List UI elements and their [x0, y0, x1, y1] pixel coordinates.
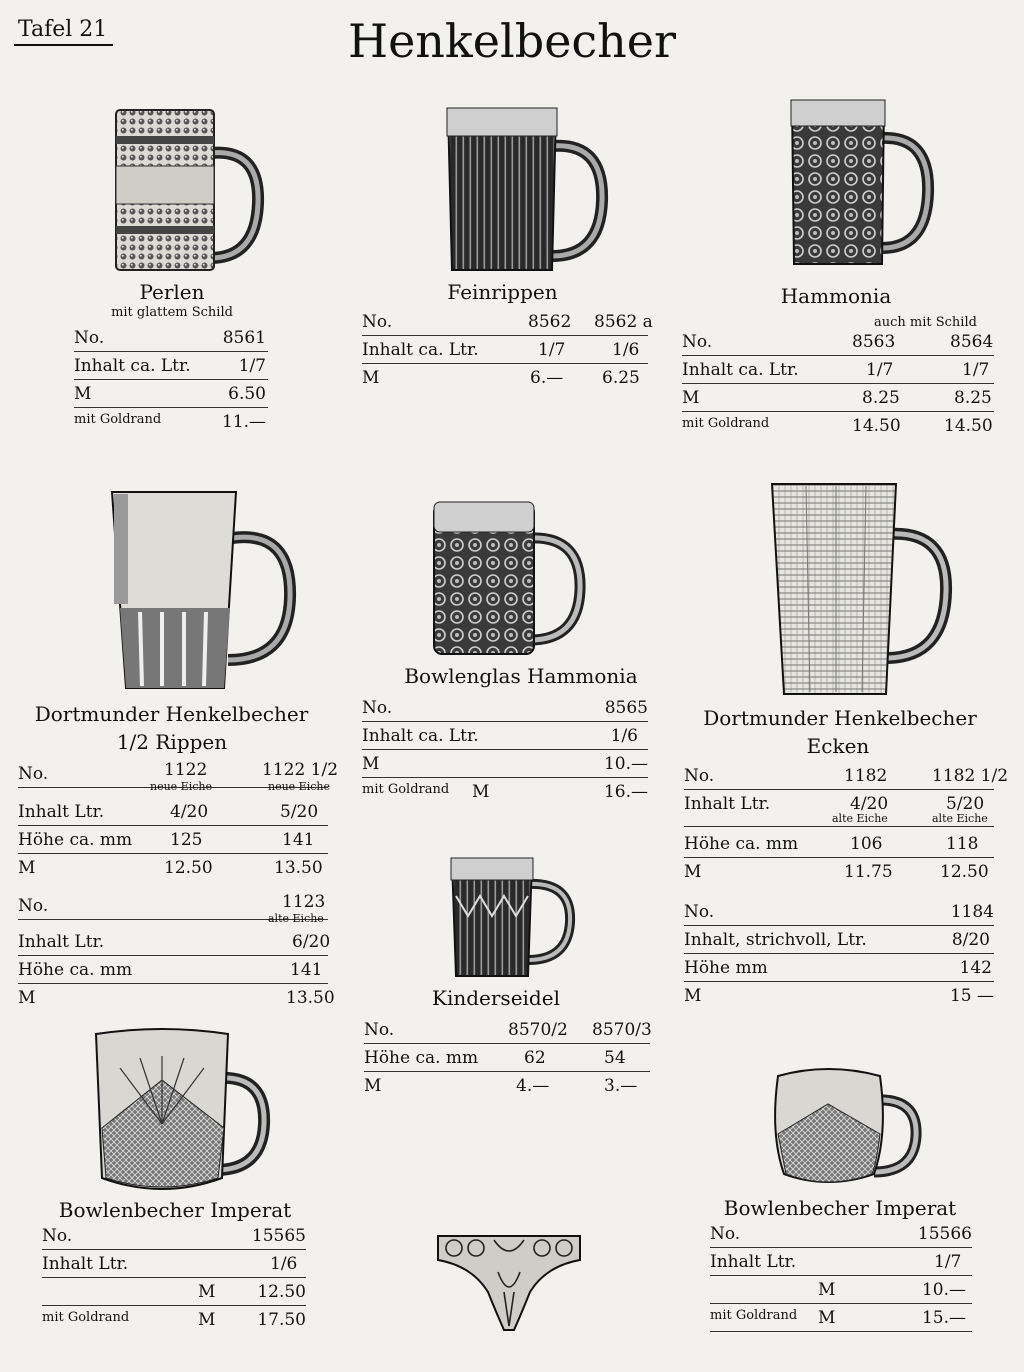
mug-illustration	[788, 98, 938, 270]
table-row: No. 8565	[362, 694, 648, 722]
table-row: Inhalt Ltr. 4/20 5/20 alte Eiche alte Eiche	[684, 790, 994, 827]
product-subtitle: mit glattem Schild	[111, 305, 233, 320]
mug-illustration	[448, 856, 578, 980]
table-row: M 10.—	[362, 750, 648, 778]
table-row: No. 8563 8564	[682, 328, 994, 356]
table-row: M 4.— 3.—	[364, 1076, 638, 1096]
table-row: No. 1184	[684, 898, 994, 926]
ornament-icon	[434, 1232, 584, 1334]
product-name: Bowlenbecher Imperat	[58, 1198, 292, 1222]
product-name: Bowlenglas Hammonia	[404, 664, 638, 688]
mug-illustration	[770, 482, 960, 698]
table-row: M 6.— 6.25	[362, 368, 640, 388]
table-row: Inhalt ca. Ltr. 1/6	[362, 722, 648, 750]
table-row: No. 15566	[710, 1220, 972, 1248]
table-row: Höhe ca. mm 141	[18, 956, 328, 984]
mug-illustration	[430, 500, 590, 662]
table-row: No. 15565	[42, 1222, 306, 1250]
table-row: Inhalt ca. Ltr. 1/7 1/7	[682, 356, 994, 384]
product-name: Kinderseidel	[432, 986, 560, 1010]
product-name: Hammonia	[780, 284, 892, 308]
table-row: No. 8562 8562 a	[362, 308, 648, 336]
table-row: M 11.75 12.50	[684, 862, 989, 882]
mug-illustration	[90, 1028, 270, 1198]
table-row: M 10.—	[710, 1276, 972, 1304]
product-name: Feinrippen	[447, 280, 558, 304]
mug-illustration	[110, 490, 300, 692]
table-row: M 13.50	[18, 988, 335, 1008]
product-name: Dortmunder Henkelbecher	[34, 702, 309, 726]
table-row: mit Goldrand M 17.50	[42, 1310, 306, 1330]
product-note: auch mit Schild	[874, 315, 977, 330]
product-name: Bowlenbecher Imperat	[723, 1196, 957, 1220]
table-row: Höhe mm 142	[684, 954, 994, 982]
page-title: Henkelbecher	[347, 14, 677, 68]
table-row: Höhe ca. mm 106 118	[684, 830, 994, 858]
product-subtitle: Ecken	[806, 734, 870, 758]
table-row: Inhalt ca. Ltr. 1/7	[74, 352, 268, 380]
table-row: M 12.50	[42, 1278, 306, 1306]
table-row: mit Goldrand 14.50 14.50	[682, 416, 993, 436]
table-row: M 8.25 8.25	[682, 384, 994, 412]
table-row: Inhalt Ltr. 4/20 5/20	[18, 798, 328, 826]
table-row: Inhalt ca. Ltr. 1/7 1/6	[362, 336, 648, 364]
plate-number: Tafel 21	[14, 16, 113, 46]
table-row: No. 1123 alte Eiche	[18, 892, 328, 920]
table-row: Inhalt, strichvoll, Ltr. 8/20	[684, 926, 994, 954]
table-row: mit Goldrand M 15.—	[710, 1304, 972, 1332]
table-row: Inhalt Ltr. 1/7	[710, 1248, 972, 1276]
table-row: M 12.50 13.50	[18, 858, 323, 878]
table-row: No. 8570/2 8570/3	[364, 1016, 650, 1044]
product-name: Perlen	[139, 280, 205, 304]
table-row: mit Goldrand M 16.—	[362, 782, 648, 802]
product-name: Dortmunder Henkelbecher	[703, 706, 977, 730]
table-row: No. 1122 1122 1/2 neue Eiche neue Eiche	[18, 760, 339, 793]
mug-illustration	[772, 1064, 922, 1188]
mug-illustration	[110, 108, 270, 278]
table-row: Höhe ca. mm 125 141	[18, 826, 328, 854]
product-subtitle: 1/2 Rippen	[116, 730, 228, 754]
table-row: No. 1182 1182 1/2	[684, 762, 994, 790]
table-row: Höhe ca. mm 62 54	[364, 1044, 650, 1072]
table-row: Inhalt Ltr. 1/6	[42, 1250, 306, 1278]
table-row: M 15 —	[684, 986, 994, 1006]
table-row: No. 8561	[74, 324, 268, 352]
table-row: mit Goldrand 11.—	[74, 412, 266, 432]
table-row: Inhalt Ltr. 6/20	[18, 928, 328, 956]
table-row: M 6.50	[74, 380, 268, 408]
mug-illustration	[444, 106, 609, 276]
